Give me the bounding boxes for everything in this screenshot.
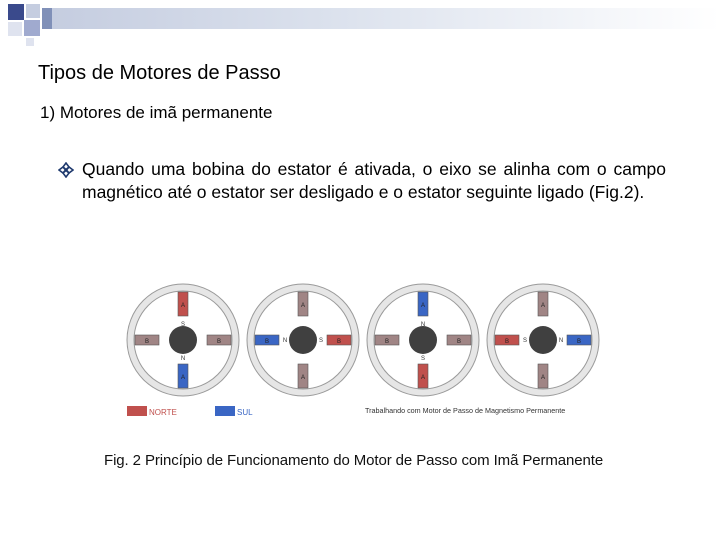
rotor-pole-label: N [282, 338, 288, 344]
header-square [42, 8, 52, 29]
coil-right-label: B [336, 339, 342, 345]
slide-subtitle: 1) Motores de imã permanente [40, 103, 273, 122]
motor-step [247, 284, 359, 396]
header-square [8, 22, 22, 36]
rotor-pole-label: N [420, 322, 426, 328]
legend-south-label: SUL [237, 408, 253, 417]
coil-top-label: A [180, 303, 186, 309]
rotor [169, 326, 197, 354]
bullet-item [58, 158, 668, 204]
rotor-pole-label: S [318, 338, 324, 344]
coil-left-label: B [144, 339, 150, 345]
rotor [529, 326, 557, 354]
header-square [26, 38, 34, 46]
coil-left-label: B [504, 339, 510, 345]
stepper-motor-figure [125, 278, 615, 428]
coil-top-label: A [540, 303, 546, 309]
motor-step [487, 284, 599, 396]
diamond-bullet-icon [58, 162, 74, 178]
header-square [8, 4, 24, 20]
coil-right-label: B [216, 339, 222, 345]
rotor-pole-label: N [558, 338, 564, 344]
motor-step [127, 284, 239, 396]
coil-top-label: A [420, 303, 426, 309]
rotor-pole-label: N [180, 356, 186, 362]
coil-top-label: A [300, 303, 306, 309]
coil-bottom-label: A [180, 375, 186, 381]
coil-right-label: B [576, 339, 582, 345]
legend-north-label: NORTE [149, 408, 177, 417]
coil-bottom-label: A [540, 375, 546, 381]
coil-left-label: B [384, 339, 390, 345]
coil-left-label: B [264, 339, 270, 345]
figure-note: Trabalhando com Motor de Passo de Magnetismo Permanente [365, 406, 566, 415]
rotor [409, 326, 437, 354]
bullet-text: Quando uma bobina do estator é ativada, o eixo se alinha com o campo magnético até o estator ser desligado e o estator seguinte ligado (Fig.2). [82, 159, 666, 202]
rotor-pole-label: S [522, 338, 528, 344]
header-square [26, 4, 40, 18]
legend-north-swatch [127, 406, 147, 416]
header-gradient-band [52, 8, 720, 29]
figure-caption: Fig. 2 Princípio de Funcionamento do Motor de Passo com Imã Permanente [104, 452, 604, 469]
legend-south-swatch [215, 406, 235, 416]
header-square [24, 20, 40, 36]
motor-step [367, 284, 479, 396]
coil-bottom-label: A [420, 375, 426, 381]
slide-title: Tipos de Motores de Passo [38, 62, 281, 84]
coil-bottom-label: A [300, 375, 306, 381]
rotor-pole-label: S [180, 322, 186, 328]
rotor-pole-label: S [420, 356, 426, 362]
coil-right-label: B [456, 339, 462, 345]
rotor [289, 326, 317, 354]
